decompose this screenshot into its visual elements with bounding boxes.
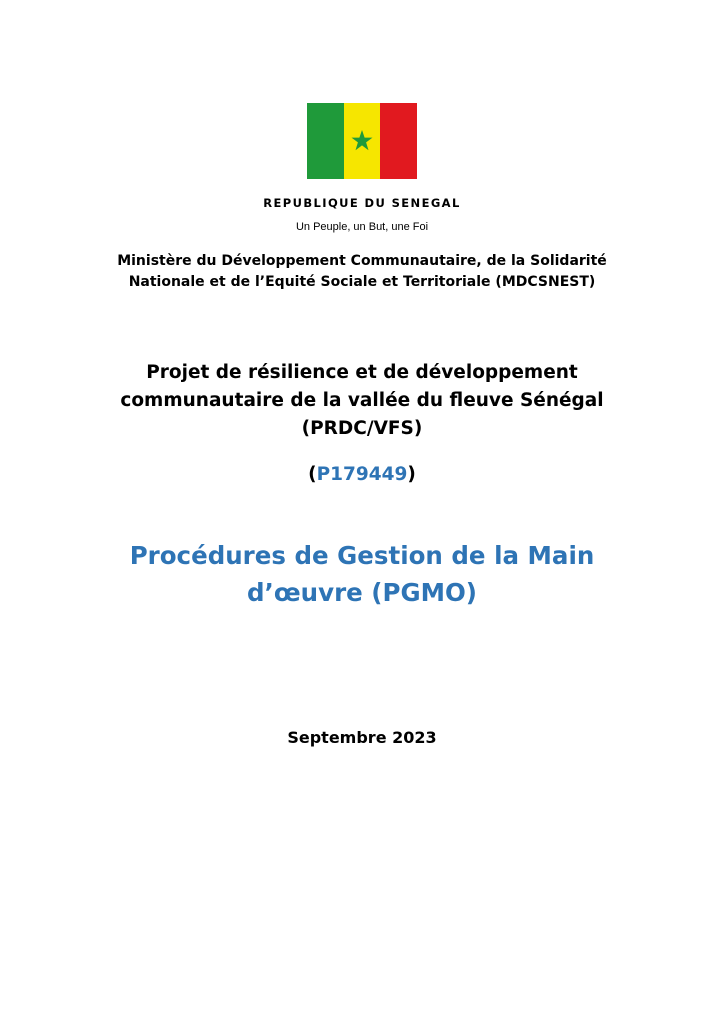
document-date: Septembre 2023 — [287, 728, 437, 747]
project-acronym: (PRDC/VFS) — [301, 418, 423, 439]
project-code-value: P179449 — [316, 464, 408, 485]
project-title-line-1: Projet de résilience et de développement — [146, 362, 578, 383]
flag-green-band — [307, 103, 344, 179]
ministry-line-2: Nationale et de l’Equité Sociale et Territoriale (MDCSNEST) — [128, 274, 596, 290]
country-name: REPUBLIQUE DU SENEGAL — [263, 196, 461, 210]
national-motto: Un Peuple, un But, une Foi — [295, 221, 429, 233]
ministry-name — [0, 251, 724, 293]
ministry-line-1: Ministère du Développement Communautaire, de la Solidarité — [117, 253, 607, 269]
senegal-flag-icon — [307, 103, 417, 179]
project-code — [0, 464, 724, 485]
project-title-line-2: communautaire de la vallée du fleuve Sénégal — [120, 390, 604, 411]
document-title-line-2: d’œuvre (PGMO) — [247, 578, 477, 607]
project-code-open-paren: ( — [308, 464, 317, 485]
document-title-line-1: Procédures de Gestion de la Main — [129, 541, 595, 570]
project-title — [0, 359, 724, 443]
project-code-close-paren: ) — [407, 464, 416, 485]
flag-red-band — [380, 103, 417, 179]
document-title — [0, 537, 724, 611]
star-icon — [350, 129, 374, 153]
